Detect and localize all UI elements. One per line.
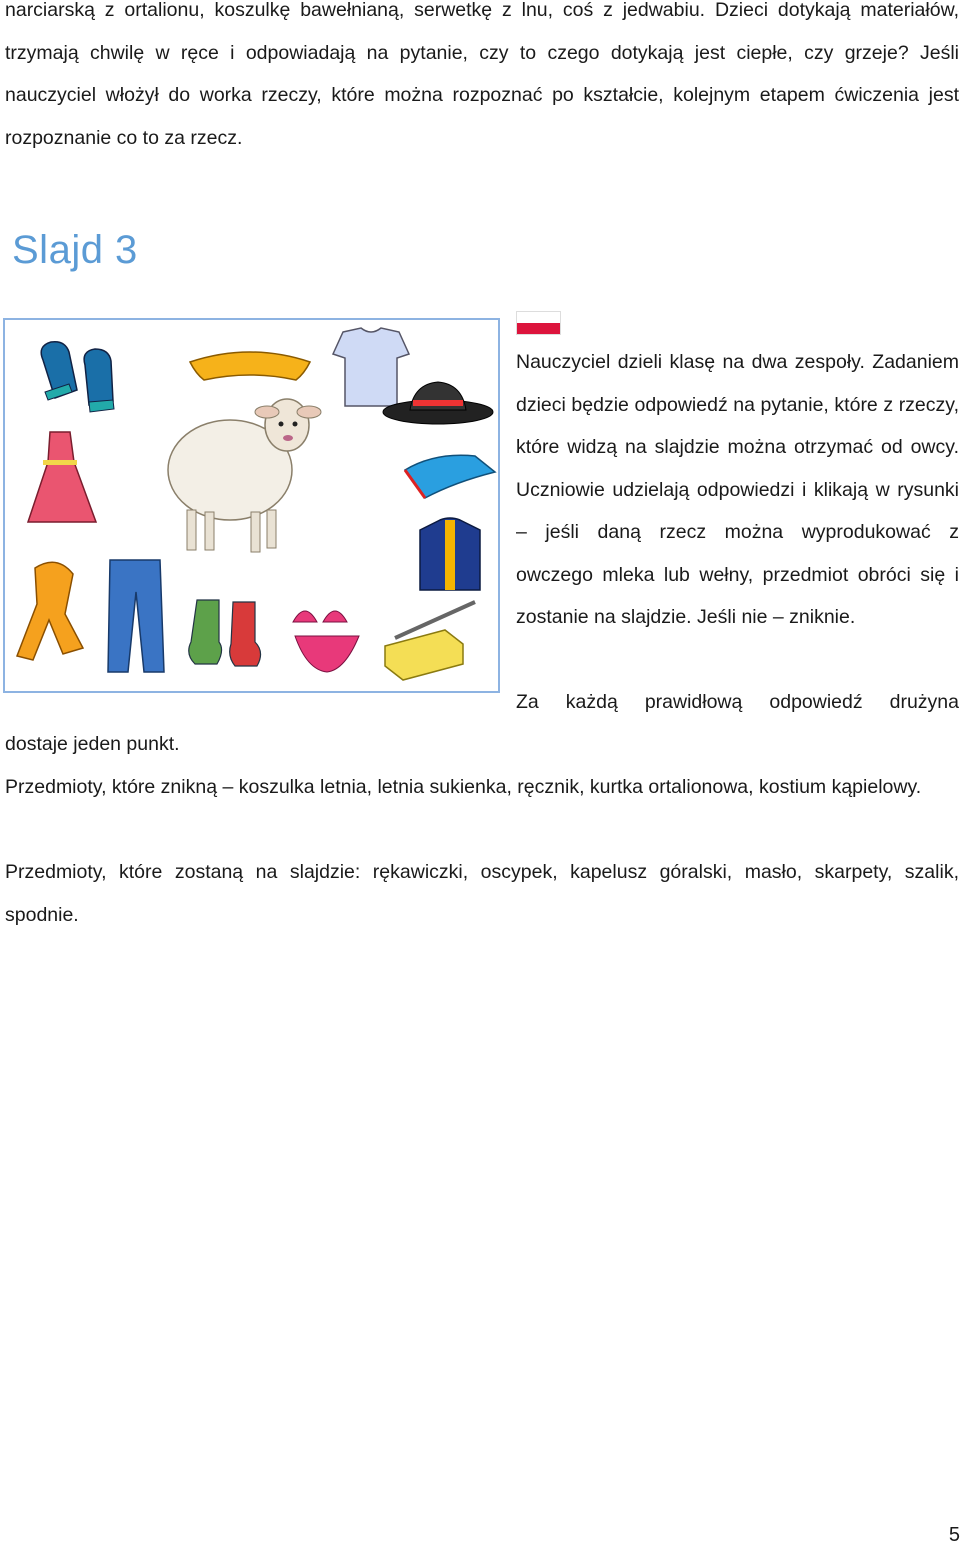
t-shirt-icon [333, 328, 409, 406]
hat-icon [383, 382, 493, 424]
socks-icon [189, 600, 261, 666]
bikini-icon [293, 611, 359, 672]
section-heading: Slajd 3 [12, 228, 138, 272]
intro-paragraph: narciarską z ortalionu, koszulkę bawełnianą, serwetkę z lnu, coś z jedwabiu. Dzieci dotykają materiałów, trzymają chwilę w ręce i odpowiadają na pytanie, czy to czego dotykają jest ciepłe, czy grzeje? Jeśli nauczyciel włożył do worka rzeczy, które można rozpoznać po kształcie, kolejnym etapem ćwiczenia jest rozpoznanie co to za rzecz. [5, 0, 959, 149]
slide-image [3, 318, 500, 693]
scarf-icon [17, 562, 83, 660]
items-disappear: Przedmioty, które znikną – koszulka letnia, letnia sukienka, ręcznik, kurtka ortalionowa, kostium kąpielowy. [5, 776, 922, 798]
points-line-b: dostaje jeden punkt. [5, 733, 180, 755]
points-line-a: Za każdą prawidłową odpowiedź drużyna [516, 691, 959, 713]
items-stay: Przedmioty, które zostaną na slajdzie: rękawiczki, oscypek, kapelusz góralski, masło, skarpety, szalik, spodnie. [5, 861, 959, 926]
headband-icon [190, 352, 310, 380]
towel-icon [405, 455, 495, 498]
jacket-icon [420, 518, 480, 590]
sheep-icon [168, 399, 321, 552]
dress-icon [28, 432, 96, 522]
poland-flag-icon [516, 311, 561, 335]
mittens-icon [41, 342, 114, 412]
page-number: 5 [948, 1524, 960, 1546]
slide-description: Nauczyciel dzieli klasę na dwa zespoły. Zadaniem dzieci będzie odpowiedź na pytanie, które z rzeczy, które widzą na slajdzie można otrzymać od owcy. Uczniowie udzielają odpowiedzi i klikają w rysunki – jeśli daną rzecz można wyprodukować z owczego mleka lub wełny, przedmiot obróci się i zostanie na slajdzie. Jeśli nie – zniknie. [516, 351, 959, 628]
butter-icon [385, 602, 475, 680]
jeans-icon [108, 560, 164, 672]
